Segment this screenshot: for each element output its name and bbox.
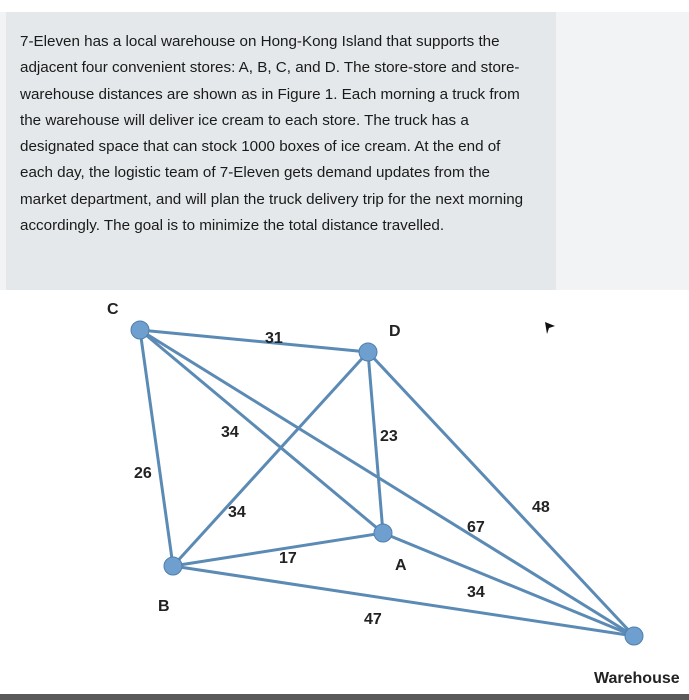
edge-a-warehouse <box>383 533 634 636</box>
node-label-b: B <box>158 598 170 615</box>
node-b <box>164 557 182 575</box>
problem-line: designated space that can stock 1000 boxes of ice cream. At the end of <box>20 138 501 156</box>
edge-label-d-warehouse: 48 <box>532 499 550 516</box>
edge-label-b-warehouse: 47 <box>364 611 382 628</box>
problem-line: market department, and will plan the truck delivery trip for the next morning <box>20 190 524 208</box>
node-label-d: D <box>389 323 401 340</box>
edge-label-c-b: 26 <box>134 465 152 482</box>
node-label-a: A <box>395 557 407 574</box>
edge-b-d <box>173 352 368 566</box>
edge-b-a <box>173 533 383 566</box>
problem-line: adjacent four convenient stores: A, B, C, and D. The store-store and store- <box>20 59 520 77</box>
edge-label-b-a: 17 <box>279 550 297 567</box>
problem-line: each day, the logistic team of 7-Eleven gets demand updates from the <box>20 164 490 182</box>
node-d <box>359 343 377 361</box>
problem-line: warehouse distances are shown as in Figure 1. Each morning a truck from <box>20 85 520 103</box>
edge-c-d <box>140 330 368 352</box>
edge-b-warehouse <box>173 566 634 636</box>
problem-line: 7-Eleven has a local warehouse on Hong-Kong Island that supports the <box>20 33 500 50</box>
edge-label-c-d: 31 <box>265 330 283 347</box>
edge-label-d-a: 23 <box>380 428 398 445</box>
node-a <box>374 524 392 542</box>
edge-c-a <box>140 330 383 533</box>
edge-label-a-warehouse: 34 <box>467 584 485 601</box>
edge-label-c-a: 34 <box>221 424 239 441</box>
edge-c-warehouse <box>140 330 634 636</box>
edge-d-warehouse <box>368 352 634 636</box>
edge-label-c-warehouse: 67 <box>467 519 485 536</box>
node-label-warehouse: Warehouse <box>594 670 680 687</box>
bottom-bar <box>0 694 689 700</box>
node-label-c: C <box>107 301 119 318</box>
problem-line: accordingly. The goal is to minimize the total distance travelled. <box>20 217 445 235</box>
edge-c-b <box>140 330 173 566</box>
cursor-icon <box>545 322 555 334</box>
node-warehouse <box>625 627 643 645</box>
problem-line: the warehouse will deliver ice cream to each store. The truck has a <box>20 111 469 129</box>
node-c <box>131 321 149 339</box>
edge-label-b-d: 34 <box>228 504 246 521</box>
